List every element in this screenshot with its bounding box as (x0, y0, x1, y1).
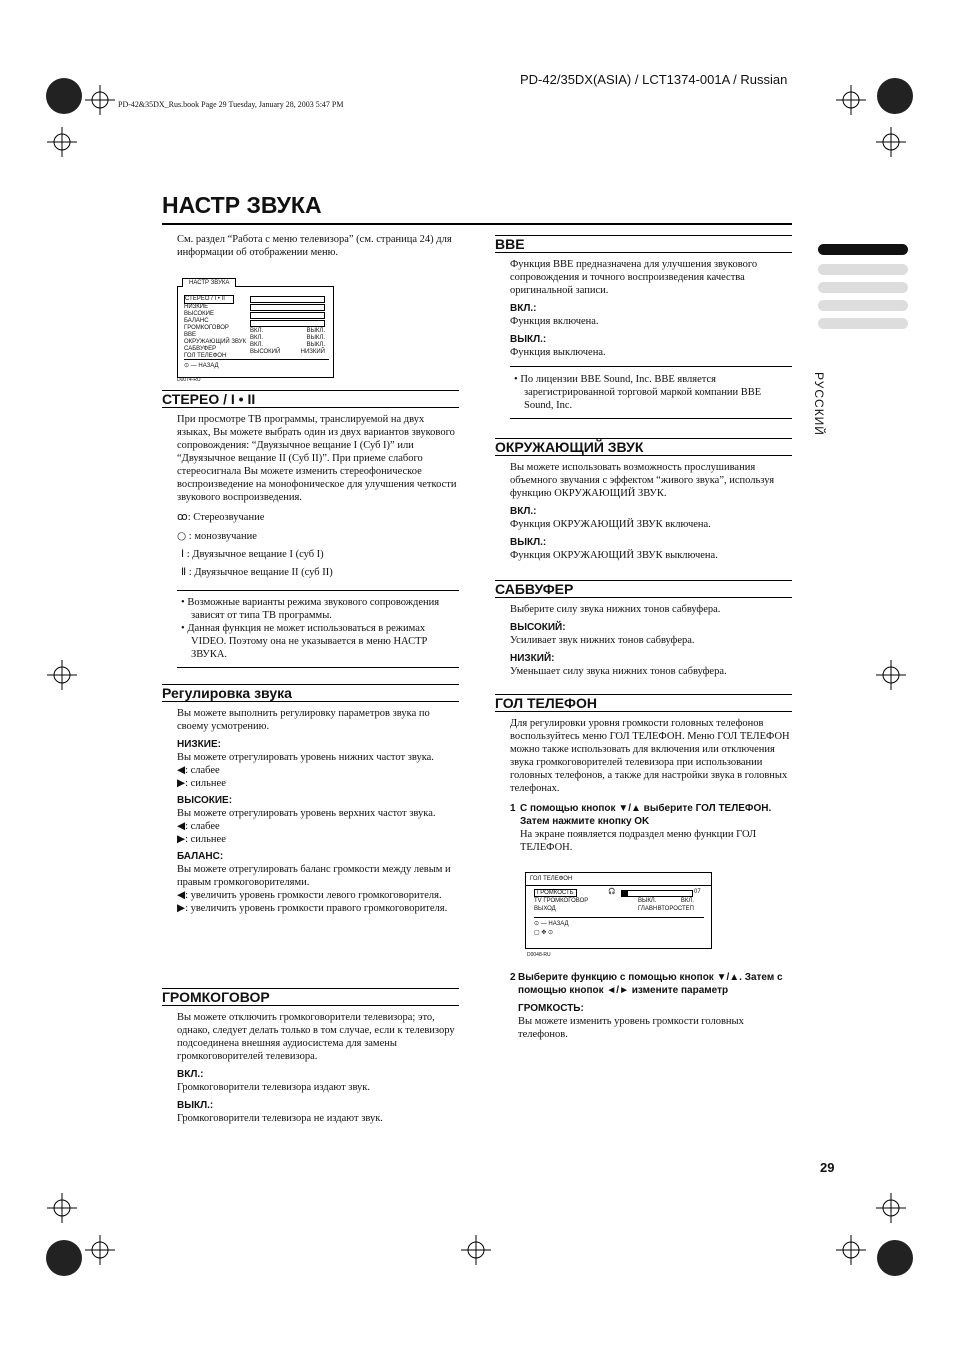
low-body: Вы можете отрегулировать уровень нижних частот звука. (177, 752, 434, 763)
bbe-heading: BBE (495, 235, 792, 253)
ok-icon: ⊙ (548, 930, 554, 936)
headphone-body: Для регулировки уровня громкости головных телефонов воспользуйтесь меню ГОЛ ТЕЛЕФОН. Меню ГОЛ ТЕЛЕФОН можно также использовать для включения или отключения звука громкоговорителей телевизора при использовании головных телефонов, а также для настройки звука в головных телефонах. (510, 718, 790, 794)
side-tab (818, 300, 908, 311)
step-2 (510, 971, 792, 1041)
mono-icon: ○ (177, 530, 187, 542)
stereo-section (162, 390, 459, 668)
high-body: Вы можете отрегулировать уровень верхних частот звука. (177, 808, 436, 819)
high-label: ВЫСОКИЕ: (177, 795, 233, 806)
subwoofer-section (495, 580, 792, 678)
stereo-notes: • Возможные варианты режима звукового сопровождения зависят от типа ТВ программы. • Данная функция не может использоваться в режимах VIDEO. Поэтому она не указывается в меню НАСТР ЗВУКА. (177, 590, 459, 661)
headphone-menu-header: ГОЛ ТЕЛЕФОН (530, 876, 573, 882)
step-1-text: С помощью кнопок ▼/▲ выберите ГОЛ ТЕЛЕФОН. Затем нажмите кнопку OK (519, 803, 772, 827)
side-tab-active (818, 244, 908, 255)
surround-heading: ОКРУЖАЮЩИЙ ЗВУК (495, 438, 792, 456)
volume-body: Вы можете изменить уровень громкости головных телефонов. (518, 1016, 744, 1040)
bbe-body: Функция BBE предназначена для улучшения звукового сопровождения и точного воспроизведения качества оригинальной записи. (510, 259, 758, 296)
stereo-modes: ꝏ: Стереозвучание ○ : монозвучание Ⅰ : Двуязычное вещание I (суб I) Ⅱ : Двуязычное вещание II (суб II) (177, 511, 333, 578)
intro-text: См. раздел “Работа с меню телевизора” (см. страница 24) для информации об отображении меню. (177, 234, 452, 258)
balance-label: БАЛАНС: (177, 851, 224, 862)
speaker-off-label: ВЫКЛ.: (177, 1100, 214, 1111)
stereo-icon: ꝏ (177, 511, 188, 523)
tv-button-icon: ▢ (534, 930, 540, 936)
bbe-on-label: ВКЛ.: (510, 303, 537, 314)
headphone-heading: ГОЛ ТЕЛЕФОН (495, 694, 792, 712)
step-2-text: Выберите функцию с помощью кнопок ▼/▲. Затем с помощью кнопок ◄/► измените параметр (518, 972, 783, 996)
ok-icon: ⊙ (184, 363, 190, 369)
speaker-off-body: Громкоговорители телевизора не издают звук. (177, 1113, 383, 1124)
subwoofer-low-label: НИЗКИЙ: (510, 653, 555, 664)
dual-1-icon: Ⅰ (181, 549, 185, 560)
page-number: 29 (820, 1160, 835, 1175)
sound-menu-screen (177, 280, 334, 378)
right-arrow-icon: ▶ (177, 903, 186, 914)
left-arrow-icon: ◀ (177, 890, 186, 901)
low-label: НИЗКИЕ: (177, 739, 221, 750)
surround-body: Вы можете использовать возможность прослушивания объемного звучания с эффектом “живого звука”, используя функцию ОКРУЖАЮЩИЙ ЗВУК. (510, 462, 775, 499)
model-line: PD-42/35DX(ASIA) / LCT1374-001A / Russian (520, 72, 788, 87)
bbe-on-body: Функция включена. (510, 316, 599, 327)
bbe-off-label: ВЫКЛ.: (510, 334, 547, 345)
dpad-icon: ✥ (541, 930, 547, 936)
speaker-on-body: Громкоговорители телевизора издают звук. (177, 1082, 371, 1093)
sound-menu-values: ВКЛ. ВЫКЛ. ВКЛ. ВЫКЛ. ВКЛ. ВЫКЛ. ВЫСОКИЙ НИЗКИЙ (250, 296, 325, 356)
page-title: НАСТР ЗВУКА (162, 192, 322, 218)
left-arrow-icon: ◀ (177, 765, 186, 776)
adjust-heading: Регулировка звука (162, 684, 459, 702)
surround-off-body: Функция ОКРУЖАЮЩИЙ ЗВУК выключена. (510, 550, 718, 561)
headphone-section (495, 694, 792, 854)
surround-on-body: Функция ОКРУЖАЮЩИЙ ЗВУК включена. (510, 519, 711, 530)
headphone-icon: 🎧 (608, 889, 616, 895)
speaker-body: Вы можете отключить громкоговорители телевизора; это, однако, следует делать только в том случае, если к телевизору подсоединена внешняя аудиосистема для замены громкоговорителей телевизора. (177, 1012, 455, 1062)
step-1-body: На экране появляется подраздел меню функции ГОЛ ТЕЛЕФОН. (519, 829, 757, 853)
headphone-menu-screen: ГОЛ ТЕЛЕФОН ГРОМКОСТЬ TV ГРОМКОГОВОР ВЫХОД 🎧 07 ВЫКЛ. ГЛАВН ВКЛ. ВТОРОСТЕП ⊙ ― НАЗАД ▢ ✥ ⊙ (525, 872, 712, 949)
book-line: PD-42&35DX_Rus.book Page 29 Tuesday, January 28, 2003 5:47 PM (118, 100, 344, 109)
right-arrow-icon: ▶ (177, 778, 186, 789)
surround-off-label: ВЫКЛ.: (510, 537, 547, 548)
bbe-off-body: Функция выключена. (510, 347, 606, 358)
dual-2-icon: Ⅱ (181, 567, 187, 578)
ok-icon: ⊙ (534, 921, 540, 927)
side-tab (818, 318, 908, 329)
left-arrow-icon: ◀ (177, 821, 186, 832)
sound-menu-items: СТЕРЕО / I • II НИЗКИЕ ВЫСОКИЕ БАЛАНС ГРОМКОГОВОР BBE ОКРУЖАЮЩИЙ ЗВУК САБВУФЕР ГОЛ ТЕЛЕФОН (184, 296, 247, 359)
stereo-body: При просмотре ТВ программы, транслируемой на двух языках, Вы можете выбрать один из двух вариантов звукового сопровождения: “Двуязычное вещание I (Суб I)” или “Двуязычное вещание II (Суб II)”. При приеме слабого стереосигнала Вы можете изменить стереофоническое воспроизведение на монофоническое для улучшения четкости звукового воспроизведения. (177, 414, 457, 503)
subwoofer-heading: САБВУФЕР (495, 580, 792, 598)
title-rule (162, 223, 792, 225)
subwoofer-high-body: Усиливает звук нижних тонов сабвуфера. (510, 635, 695, 646)
subwoofer-body: Выберите силу звука нижних тонов сабвуфера. (510, 604, 721, 615)
step-1-number: 1 (510, 803, 516, 814)
menu1-code: D0074-RU (177, 377, 201, 383)
speaker-on-label: ВКЛ.: (177, 1069, 204, 1080)
side-tab (818, 282, 908, 293)
balance-body: Вы можете отрегулировать баланс громкости между левым и правым громкоговорителями. (177, 864, 451, 888)
speaker-section (162, 988, 459, 1125)
sound-menu-footer: ⊙ ― НАЗАД (184, 359, 329, 369)
adjust-body: Вы можете выполнить регулировку параметров звука по своему усмотрению. (177, 708, 430, 732)
surround-on-label: ВКЛ.: (510, 506, 537, 517)
bbe-note: По лицензии BBE Sound, Inc. BBE является зарегистрированной торговой маркой компании BBE Sound, Inc. (520, 374, 762, 411)
stereo-heading: СТЕРЕО / I • II (162, 390, 459, 408)
sound-menu-header: НАСТР ЗВУКА (182, 278, 236, 287)
speaker-heading: ГРОМКОГОВОР (162, 988, 459, 1006)
subwoofer-low-body: Уменьшает силу звука нижних тонов сабвуфера. (510, 666, 727, 677)
step-2-number: 2 (510, 972, 516, 983)
volume-label: ГРОМКОСТЬ: (518, 1003, 584, 1014)
subwoofer-high-label: ВЫСОКИЙ: (510, 622, 566, 633)
surround-section (495, 438, 792, 562)
adjust-section: Регулировка звука Вы можете выполнить регулировку параметров звука по своему усмотрению. НИЗКИЕ: Вы можете отрегулировать уровень нижних частот звука. ◀: слабее ▶: сильнее ВЫСОКИЕ: Вы можете отрегулировать уровень верхних частот звука. ◀: слабее ▶: сильнее БАЛАНС: Вы можете отрегулировать баланс громкости между левым и правым громкоговорителями. ◀: увеличить уровень громкости левого громкоговорителя. ▶: увеличить уровень громкости правого громкоговорителя. (162, 684, 459, 915)
menu2-code: D0048-RU (527, 952, 551, 958)
side-language-label: РУССКИЙ (812, 372, 826, 436)
bbe-section: BBE Функция BBE предназначена для улучшения звукового сопровождения и точного воспроизведения качества оригинальной записи. ВКЛ.: Функция включена. ВЫКЛ.: Функция выключена. • По лицензии BBE Sound, Inc. BBE является зарегистрированной торговой маркой компании BBE Sound, Inc. (495, 235, 792, 419)
volume-bar (621, 890, 693, 897)
headphone-menu-footer: ⊙ ― НАЗАД ▢ ✥ ⊙ (534, 917, 704, 938)
right-arrow-icon: ▶ (177, 834, 186, 845)
side-tab (818, 264, 908, 275)
